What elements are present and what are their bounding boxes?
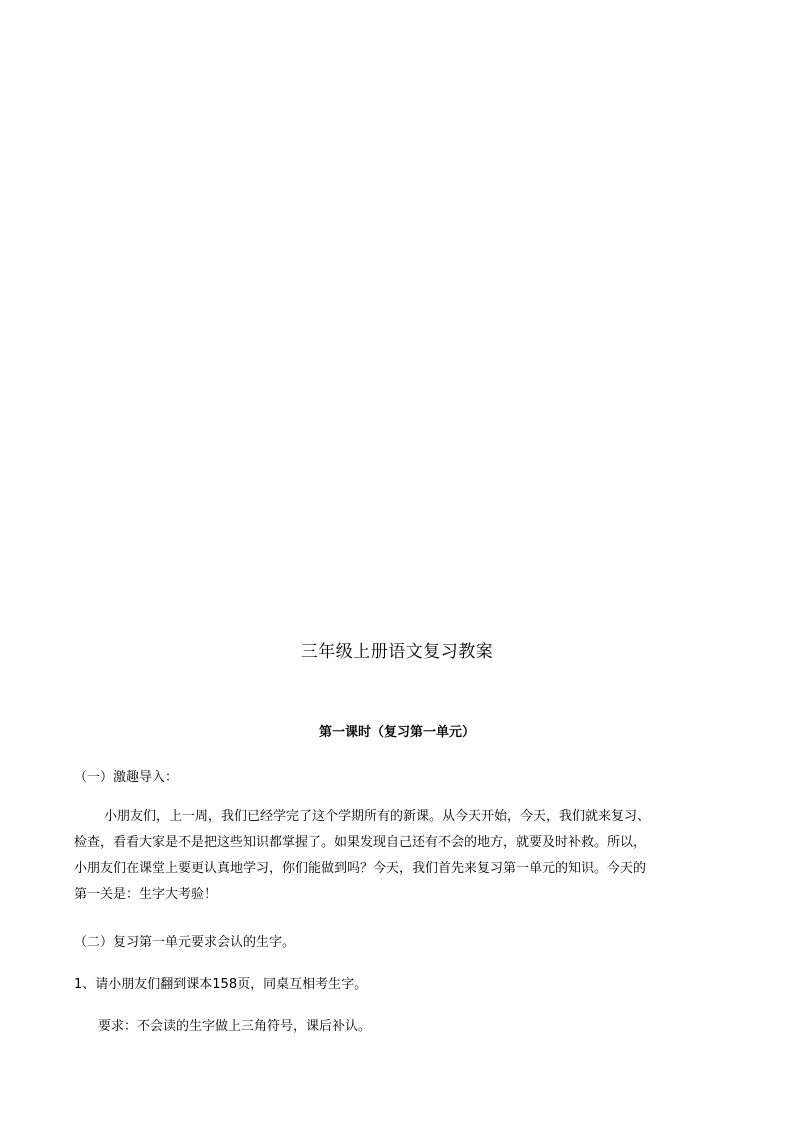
paragraph-line-4: 第一关是：生字大考验！ — [74, 887, 218, 902]
section-heading-1: （一）激趣导入： — [74, 770, 179, 785]
intro-paragraph — [74, 804, 724, 908]
paragraph-line-1: 小朋友们，上一周，我们已经学完了这个学期所有的新课。从今天开始，今天，我们就来复习、 — [104, 809, 651, 824]
section-heading-2: （二）复习第一单元要求会认的生字。 — [74, 935, 296, 950]
paragraph-line-3: 小朋友们在课堂上要更认真地学习，你们能做到吗？今天，我们首先来复习第一单元的知识。今天的 — [74, 861, 647, 876]
requirement-note: 要求：不会读的生字做上三角符号，课后补认。 — [98, 1019, 372, 1034]
instruction-item-1: 1、请小朋友们翻到课本158页，同桌互相考生字。 — [74, 977, 368, 992]
lesson-subtitle: 第一课时（复习第一单元） — [318, 725, 475, 740]
paragraph-line-2: 检查，看看大家是不是把这些知识都掌握了。如果发现自己还有不会的地方，就要及时补救。所以， — [74, 835, 647, 850]
document-title: 三年级上册语文复习教案 — [300, 642, 494, 662]
